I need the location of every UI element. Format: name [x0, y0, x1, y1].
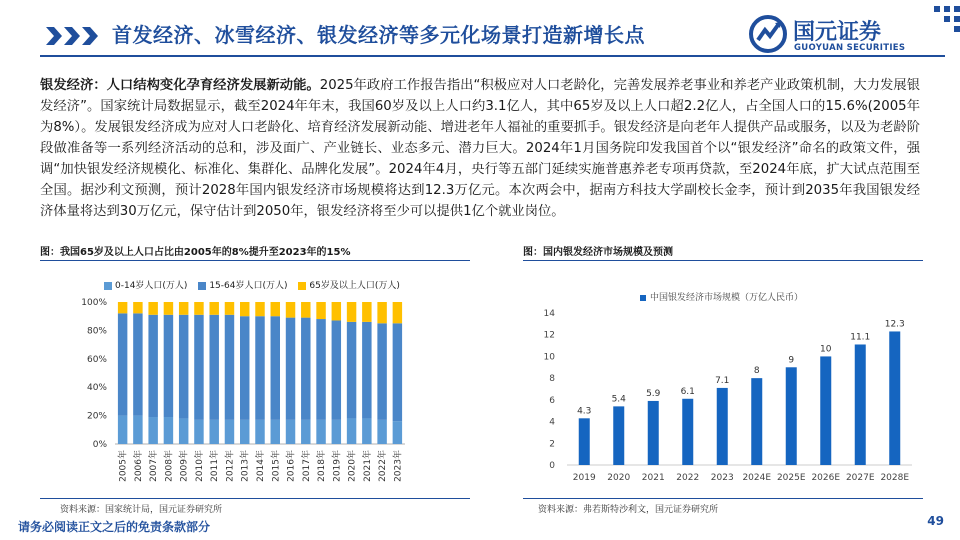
disclaimer-text: 请务必阅读正文之后的免责条款部分 — [18, 520, 211, 534]
x-tick-label: 2023年 — [393, 450, 404, 482]
x-tick-label: 2006年 — [133, 450, 144, 482]
x-tick-label: 2019年 — [332, 450, 343, 482]
y-tick-label: 0 — [549, 461, 555, 471]
legend-label-0-14: 0-14岁人口(万人) — [115, 281, 188, 291]
bar-segment — [240, 420, 249, 444]
bar-segment — [286, 420, 295, 444]
x-tick-label: 2019 — [572, 473, 596, 483]
chart-right-legend — [640, 290, 803, 303]
bar-segment — [209, 315, 218, 420]
bar-segment — [225, 315, 234, 420]
bar-segment — [209, 302, 218, 315]
legend-item-15-64 — [198, 278, 287, 291]
slide-header — [0, 0, 960, 62]
bar-segment — [347, 302, 356, 322]
bar-segment — [164, 302, 173, 315]
bar — [786, 367, 797, 465]
x-tick-label: 2013年 — [240, 450, 251, 482]
bar-segment — [286, 318, 295, 420]
data-label: 5.4 — [611, 394, 626, 405]
bar — [579, 418, 590, 465]
bar-segment — [301, 318, 310, 420]
bar-segment — [118, 416, 127, 444]
bar-segment — [164, 315, 173, 417]
bar — [855, 344, 866, 465]
bar-segment — [393, 302, 402, 323]
y-tick-label: 60% — [86, 354, 107, 365]
body-lead: 银发经济：人口结构变化孕育经济发展新动能。 — [40, 78, 320, 93]
bar — [820, 356, 831, 465]
bar-segment — [225, 420, 234, 444]
bar-segment — [148, 315, 157, 417]
bar-segment — [209, 420, 218, 444]
bar — [648, 401, 659, 465]
y-tick-label: 6 — [549, 395, 555, 406]
bar — [889, 331, 900, 465]
x-tick-label: 2020年 — [347, 450, 358, 482]
logo-text-cn: 国元证券 — [793, 20, 882, 45]
data-label: 10 — [820, 344, 832, 355]
x-tick-label: 2007年 — [149, 450, 160, 482]
bar-segment — [301, 420, 310, 444]
bar — [717, 388, 728, 465]
bar-segment — [148, 302, 157, 315]
legend-label-65: 65岁及以上人口(万人) — [309, 281, 400, 291]
bar — [682, 399, 693, 465]
x-tick-label: 2016年 — [286, 450, 297, 482]
figure-left-caption-rule — [40, 260, 470, 261]
bar-segment — [194, 420, 203, 444]
bar-segment — [332, 302, 341, 320]
y-tick-label: 80% — [86, 326, 107, 337]
population-structure-chart — [70, 292, 415, 492]
corner-decoration — [930, 0, 960, 40]
x-tick-label: 2023 — [710, 473, 734, 483]
y-tick-label: 12 — [543, 330, 555, 341]
bar-segment — [377, 302, 386, 323]
legend-label-market: 中国银发经济市场规模（万亿人民币） — [650, 293, 804, 303]
x-tick-label: 2020 — [607, 473, 631, 483]
bar-segment — [194, 315, 203, 420]
x-tick-label: 2017年 — [301, 450, 312, 482]
data-label: 6.1 — [680, 386, 695, 397]
figure-left-source: 资料来源：国家统计局，国元证券研究所 — [60, 505, 223, 515]
bar-segment — [362, 418, 371, 444]
page-number: 49 — [927, 514, 944, 528]
x-tick-label: 2018年 — [317, 450, 328, 482]
figure-right-source: 资料来源：弗若斯特沙利文，国元证券研究所 — [538, 505, 719, 515]
x-tick-label: 2014年 — [256, 450, 266, 482]
x-tick-label: 2015年 — [271, 450, 282, 482]
page-title: 首发经济、冰雪经济、银发经济等多元化场景打造新增长点 — [112, 23, 645, 47]
bar-segment — [179, 315, 188, 419]
bar-segment — [332, 420, 341, 444]
figure-left-source-rule — [40, 498, 470, 499]
bar-segment — [377, 323, 386, 420]
x-tick-label: 2012年 — [225, 450, 236, 482]
logo-mark-icon — [748, 14, 788, 54]
y-tick-label: 2 — [549, 439, 555, 450]
bar-segment — [271, 316, 280, 420]
bar-segment — [179, 302, 188, 315]
bar-segment — [255, 302, 264, 316]
x-tick-label: 2011年 — [210, 450, 221, 482]
y-tick-label: 40% — [86, 383, 107, 394]
y-tick-label: 4 — [549, 417, 555, 428]
y-tick-label: 10 — [543, 352, 555, 363]
data-label: 7.1 — [715, 375, 730, 386]
data-label: 5.9 — [646, 388, 661, 399]
bar-segment — [271, 420, 280, 444]
x-tick-label: 2021年 — [362, 450, 373, 482]
bar — [751, 378, 762, 465]
bar-segment — [316, 302, 325, 319]
data-label: 11.1 — [850, 332, 871, 343]
chart-left-legend — [104, 278, 408, 291]
company-logo — [748, 14, 948, 54]
x-tick-label: 2005年 — [118, 450, 129, 482]
body-paragraph — [40, 75, 920, 222]
legend-item-65 — [298, 278, 399, 291]
figure-right-caption-rule — [523, 260, 923, 261]
bar-segment — [194, 302, 203, 315]
bar-segment — [393, 421, 402, 444]
bar-segment — [133, 416, 142, 444]
figure-left-caption: 图：我国65岁及以上人口占比由2005年的8%提升至2023年的15% — [40, 247, 351, 258]
bar-segment — [347, 322, 356, 419]
bar-segment — [332, 320, 341, 419]
x-tick-label: 2024E — [742, 473, 772, 483]
bar-segment — [347, 418, 356, 444]
bar-segment — [240, 316, 249, 420]
bar-segment — [255, 316, 264, 420]
x-tick-label: 2027E — [845, 473, 875, 483]
x-tick-label: 2022年 — [378, 450, 389, 482]
bar-segment — [240, 302, 249, 316]
y-tick-label: 100% — [81, 298, 107, 308]
data-label: 9 — [788, 355, 795, 366]
bar-segment — [377, 420, 386, 444]
x-tick-label: 2025E — [776, 473, 806, 483]
bar-segment — [316, 420, 325, 444]
logo-text-en: GUOYUAN SECURITIES — [794, 43, 906, 53]
bar-segment — [148, 417, 157, 444]
bar-segment — [179, 418, 188, 444]
x-tick-label: 2010年 — [194, 450, 205, 482]
legend-item-0-14 — [104, 278, 187, 291]
bar-segment — [225, 302, 234, 315]
bar — [613, 406, 624, 465]
figure-right-source-rule — [523, 498, 923, 499]
data-label: 8 — [753, 366, 760, 377]
bar-segment — [362, 302, 371, 322]
figure-right-caption: 图：国内银发经济市场规模及预测 — [523, 247, 673, 258]
bar-segment — [362, 322, 371, 419]
bar-segment — [133, 302, 142, 313]
x-tick-label: 2021 — [641, 473, 665, 483]
bar-segment — [118, 302, 127, 313]
x-tick-label: 2028E — [880, 473, 910, 483]
legend-label-15-64: 15-64岁人口(万人) — [209, 281, 288, 291]
silver-economy-market-chart — [535, 305, 920, 495]
x-tick-label: 2009年 — [179, 450, 190, 482]
y-tick-label: 0% — [92, 440, 107, 450]
data-label: 12.3 — [884, 319, 905, 330]
data-label: 4.3 — [577, 406, 592, 417]
legend-swatch — [640, 295, 646, 301]
bar-segment — [271, 302, 280, 316]
bar-segment — [393, 323, 402, 421]
header-divider — [40, 55, 945, 57]
x-tick-label: 2022 — [676, 473, 700, 483]
bar-segment — [133, 313, 142, 415]
bar-segment — [316, 319, 325, 420]
x-tick-label: 2026E — [811, 473, 841, 483]
bar-segment — [301, 302, 310, 318]
y-tick-label: 8 — [549, 374, 555, 385]
body-text: 2025年政府工作报告指出“积极应对人口老龄化，完善发展养老事业和养老产业政策机制，大力发展银发经济”。国家统计局数据显示，截至2024年年末，我国60岁及以上人口约3.1亿人，其中65岁及以上人口超2.2亿人，占全国人口的15.6%(2005年为8%）。发展银发经济成为应对人口老龄化、培育经济发展新动能、增进老年人福祉的重要抓手。银发经济是向老年人提供产品或服务，以及为老龄阶段做准备等一系列经济活动的总和，涉及面广、产业链长、业态多元、潜力巨大。2024年1月国务院印发我国首个以“银发经济”命名的政策文件，强调“加快银发经济规模化、标准化、集群化、品牌化发展”。2024年4月，央行等五部门延续实施普惠养老专项再贷款，至2024年底，扩大试点范围至全国。据沙利文预测，预计2028年国内银发经济市场规模将达到12.3万亿元。本次两会中，据南方科技大学副校长金李，预计到2035年我国银发经济体量将达到30万亿元，保守估计到2050年，银发经济将至少可以提供1亿个就业岗位。 — [40, 78, 920, 219]
bar-segment — [286, 302, 295, 318]
bar-segment — [164, 417, 173, 444]
y-tick-label: 20% — [86, 411, 107, 422]
x-tick-label: 2008年 — [164, 450, 175, 482]
chevron-arrows-icon — [46, 27, 102, 45]
bar-segment — [118, 313, 127, 415]
y-tick-label: 14 — [543, 309, 555, 319]
bar-segment — [255, 420, 264, 444]
